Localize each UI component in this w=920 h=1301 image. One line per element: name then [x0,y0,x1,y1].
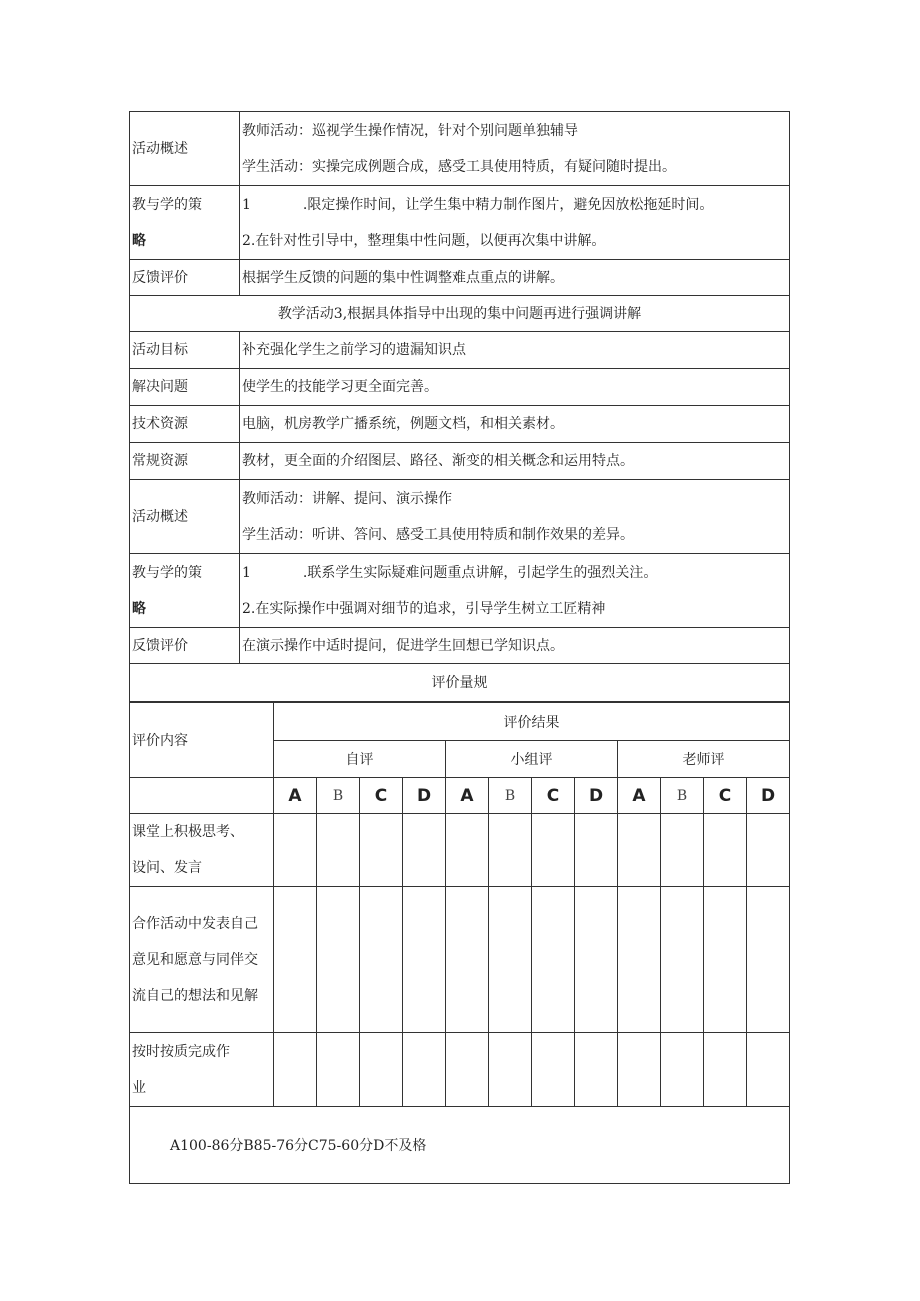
row-overview-1 [130,112,790,186]
strategy-item-2: 2.在针对性引导中，整理集中性问题，以便再次集中讲解。 [242,232,606,249]
rubric-table [129,702,790,1184]
rubric-grade-row [130,778,790,814]
scale-row [130,1107,790,1184]
feedback-label-2: 反馈评价 [130,628,240,664]
overview-content-2 [240,480,790,554]
row-regular [130,443,790,480]
strategy-label-a: 教与学的策 [132,196,202,213]
criteria-row-3 [130,1033,790,1107]
rubric-header-row-1 [130,703,790,741]
rubric-result-label: 评价结果 [274,703,790,741]
criteria-1-line-2: 设问、发言 [132,860,202,876]
score-cell[interactable] [747,887,790,1033]
lesson-plan-page [129,111,790,1184]
grade-a: A [274,778,317,814]
grade-c: C [704,778,747,814]
score-cell[interactable] [317,887,360,1033]
criteria-row-1 [130,814,790,887]
score-cell[interactable] [360,1033,403,1107]
feedback-content: 根据学生反馈的问题的集中性调整难点重点的讲解。 [240,260,790,296]
score-cell[interactable] [618,814,661,887]
score-cell[interactable] [360,814,403,887]
score-cell[interactable] [360,887,403,1033]
grade-d: D [575,778,618,814]
grade-a: A [618,778,661,814]
strategy2-item-2: 2.在实际操作中强调对细节的追求，引导学生树立工匠精神 [242,600,606,617]
score-cell[interactable] [661,814,704,887]
activity3-heading: 教学活动3,根据具体指导中出现的集中问题再进行强调讲解 [130,296,790,332]
row-activity3-heading [130,296,790,332]
row-goal [130,332,790,369]
tech-label: 技术资源 [130,406,240,443]
score-cell[interactable] [661,1033,704,1107]
criteria-3-line-2: 业 [132,1079,146,1096]
row-strategy-2 [130,554,790,628]
row-feedback-2 [130,628,790,664]
grade-a: A [446,778,489,814]
strategy-text-1: .限定操作时间，让学生集中精力制作图片，避免因放松拖延时间。 [302,196,714,213]
row-rubric-title [130,664,790,702]
overview-label-2: 活动概述 [130,480,240,554]
score-cell[interactable] [618,887,661,1033]
score-cell[interactable] [532,814,575,887]
row-problem [130,369,790,406]
criteria-2-line-2: 意见和愿意与同伴交 [132,951,258,968]
criteria-1-line-1: 课堂上积极思考、 [132,824,244,840]
criteria-3 [130,1033,274,1107]
score-cell[interactable] [575,814,618,887]
problem-content: 使学生的技能学习更全面完善。 [240,369,790,406]
rubric-title: 评价量规 [130,664,790,702]
strategy-label-b: 略 [132,232,146,249]
strategy2-num-1: 1 [242,564,251,581]
row-overview-2 [130,480,790,554]
score-cell[interactable] [532,887,575,1033]
grade-d: D [403,778,446,814]
score-cell[interactable] [446,814,489,887]
score-cell[interactable] [317,1033,360,1107]
grade-b: B [317,778,360,814]
score-cell[interactable] [274,1033,317,1107]
feedback-content-2: 在演示操作中适时提问，促进学生回想已学知识点。 [240,628,790,664]
score-cell[interactable] [446,887,489,1033]
score-cell[interactable] [704,814,747,887]
score-cell[interactable] [274,887,317,1033]
strategy-label-2 [130,554,240,628]
strategy2-item-1 [242,555,787,591]
strategy-num-1: 1 [242,196,251,213]
overview-student-2: 学生活动：听讲、答问、感受工具使用特质和制作效果的差异。 [242,526,634,543]
score-cell[interactable] [747,814,790,887]
goal-content: 补充强化学生之前学习的遗漏知识点 [240,332,790,369]
overview-content [240,112,790,186]
group-teacher: 老师评 [618,741,790,778]
strategy-content [240,186,790,260]
score-cell[interactable] [403,814,446,887]
strategy-content-2 [240,554,790,628]
score-cell[interactable] [618,1033,661,1107]
overview-teacher: 教师活动：巡视学生操作情况，针对个别问题单独辅导 [242,122,578,139]
feedback-label: 反馈评价 [130,260,240,296]
strategy2-text-1: .联系学生实际疑难问题重点讲解，引起学生的强烈关注。 [302,564,658,581]
score-cell[interactable] [704,887,747,1033]
strategy-label [130,186,240,260]
score-cell[interactable] [446,1033,489,1107]
criteria-2-line-3: 流自己的想法和见解 [132,987,258,1004]
score-cell[interactable] [575,1033,618,1107]
score-cell[interactable] [403,1033,446,1107]
score-cell[interactable] [489,814,532,887]
grading-scale: A100-86分B85-76分C75-60分D不及格 [130,1107,790,1184]
score-cell[interactable] [317,814,360,887]
grade-c: C [532,778,575,814]
grade-d: D [747,778,790,814]
score-cell[interactable] [403,887,446,1033]
grade-b: B [489,778,532,814]
group-self: 自评 [274,741,446,778]
regular-content: 教材，更全面的介绍图层、路径、渐变的相关概念和运用特点。 [240,443,790,480]
problem-label: 解决问题 [130,369,240,406]
criteria-row-2 [130,887,790,1033]
row-tech [130,406,790,443]
overview-label: 活动概述 [130,112,240,186]
row-feedback-1 [130,260,790,296]
score-cell[interactable] [704,1033,747,1107]
tech-content: 电脑，机房教学广播系统，例题文档，和相关素材。 [240,406,790,443]
grade-row-blank [130,778,274,814]
criteria-1 [130,814,274,887]
score-cell[interactable] [274,814,317,887]
strategy-label-2b: 略 [132,600,146,617]
group-team: 小组评 [446,741,618,778]
strategy-item-1 [242,187,787,223]
score-cell[interactable] [661,887,704,1033]
grade-c: C [360,778,403,814]
criteria-2 [130,887,274,1033]
score-cell[interactable] [489,1033,532,1107]
activity-table [129,111,790,702]
row-strategy-1 [130,186,790,260]
goal-label: 活动目标 [130,332,240,369]
score-cell[interactable] [532,1033,575,1107]
criteria-3-line-1: 按时按质完成作 [132,1043,230,1060]
regular-label: 常规资源 [130,443,240,480]
score-cell[interactable] [747,1033,790,1107]
overview-teacher-2: 教师活动：讲解、提问、演示操作 [242,490,452,507]
grade-b: B [661,778,704,814]
overview-student: 学生活动：实操完成例题合成，感受工具使用特质，有疑问随时提出。 [242,158,676,175]
score-cell[interactable] [489,887,532,1033]
strategy-label-2a: 教与学的策 [132,564,202,581]
score-cell[interactable] [575,887,618,1033]
criteria-2-line-1: 合作活动中发表自己 [132,915,258,932]
rubric-content-label: 评价内容 [130,703,274,778]
